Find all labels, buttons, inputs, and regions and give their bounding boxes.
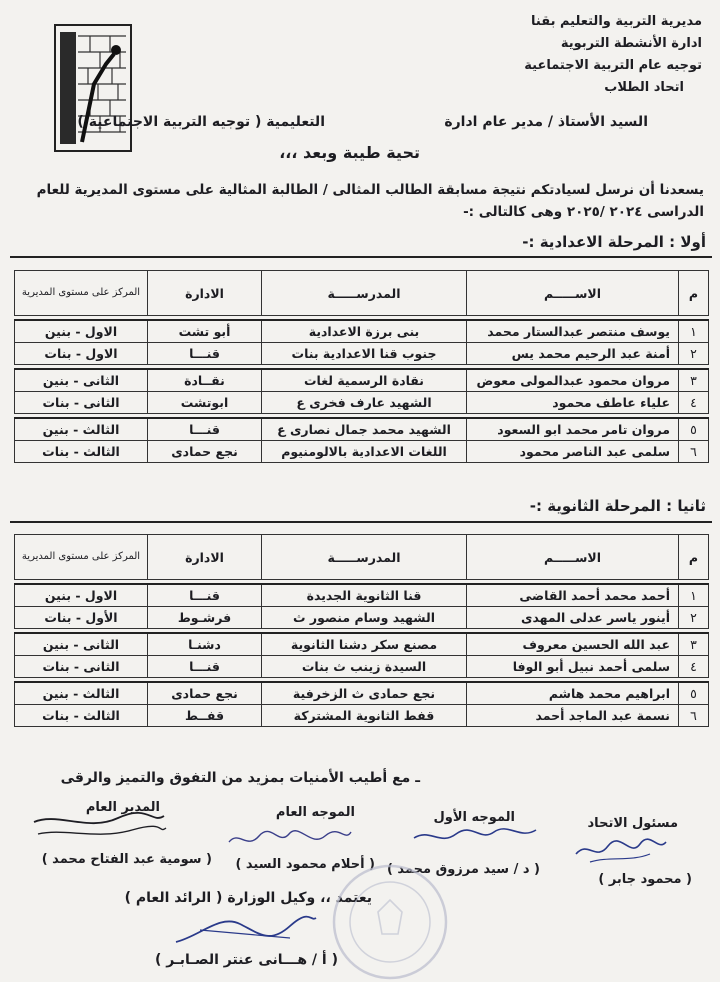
col-admin-header: الادارة: [148, 535, 262, 580]
table-header-row: [15, 535, 709, 580]
table-row: ١ أحمد محمد أحمد القاضى قنا الثانوية الجديدة قنـــا الاول - بنين: [15, 584, 709, 607]
table-row: ٥ ابراهيم محمد هاشم نجع حمادى ث الزخرفية نجع حمادى الثالث - بنين: [15, 682, 709, 705]
table-row: ٤ سلمى أحمد نبيل أبو الوفا السيدة زينب ث بنات قنـــا الثانى - بنات: [15, 656, 709, 678]
official-seal-stamp: [330, 862, 450, 982]
general-director-signature: [28, 808, 168, 848]
header-directorate: مديرية التربية والتعليم بقنا: [531, 14, 702, 29]
table-row: ٣ مروان محمود عبدالمولى معوض نقادة الرسمية لغات نقــادة الثانى - بنين: [15, 369, 709, 392]
prep-stage-rule: [10, 256, 712, 258]
table-row: ٢ أمنة عبد الرحيم محمد يس جنوب قنا الاعدادية بنات قنـــا الاول - بنات: [15, 343, 709, 365]
general-supervisor-name: ( أحلام محمود السيد ): [235, 857, 375, 872]
table-row: ١ يوسف منتصر عبدالستار محمد بنى برزة الاعدادية أبو تشت الاول - بنين: [15, 320, 709, 343]
col-name-header: الاســـــم: [467, 271, 679, 316]
header-student-union: اتحاد الطلاب: [604, 80, 684, 95]
deputy-minister-signature: [170, 908, 320, 952]
col-school-header: المدرســـــة: [262, 271, 467, 316]
first-supervisor-signature: [410, 818, 540, 852]
secondary-results-table: [14, 534, 709, 727]
general-director-title: المدير العام: [85, 800, 160, 815]
addressee-line: السيد الأستاذ / مدير عام ادارة: [444, 114, 648, 130]
secondary-stage-rule: [10, 521, 712, 523]
prep-results-table: [14, 270, 709, 463]
prep-stage-title: أولا : المرحلة الاعدادية :-: [522, 233, 706, 251]
col-admin-header: الادارة: [148, 271, 262, 316]
approval-line: يعتمد ،، وكيل الوزارة ( الرائد العام ): [124, 890, 372, 906]
union-officer-name: ( محمود جابر ): [598, 872, 692, 887]
table-row: ٥ مروان تامر محمد ابو السعود الشهيد محمد جمال نصارى ع قنـــا الثالث - بنين: [15, 418, 709, 441]
general-supervisor-signature: [225, 824, 355, 854]
col-num-header: م: [679, 271, 709, 316]
col-school-header: المدرســـــة: [262, 535, 467, 580]
table-header-row: [15, 271, 709, 316]
ministry-logo: [54, 24, 132, 152]
deputy-minister-name: ( أ / هـــانى عنتر الصـابـر ): [154, 952, 338, 968]
table-row: ٤ علياء عاطف محمود الشهيد عارف فخرى ع ابوتشت الثانى - بنات: [15, 392, 709, 414]
col-name-header: الاســـــم: [467, 535, 679, 580]
intro-line-1: يسعدنا أن نرسل لسيادتكم نتيجة مسابقة الطالب المثالى / الطالبة المثالية على مستوى المديرية للعام: [36, 182, 704, 198]
general-director-name: ( سومية عبد الفتاح محمد ): [41, 852, 212, 867]
first-supervisor-name: ( د / سيد مرزوق محمد ): [386, 862, 540, 877]
col-rank-header: المركز على مستوى المديرية: [15, 271, 148, 316]
general-supervisor-title: الموجه العام: [275, 805, 355, 820]
greeting: تحية طيبة وبعد ،،،: [279, 143, 420, 162]
union-officer-title: مسئول الاتحاد: [587, 816, 678, 831]
table-row: ٦ سلمى عبد الناصر محمود اللغات الاعدادية بالالومنيوم نجع حمادى الثالث - بنات: [15, 441, 709, 463]
col-num-header: م: [679, 535, 709, 580]
col-rank-header: المركز على مستوى المديرية: [15, 535, 148, 580]
table-row: ٣ عبد الله الحسين معروف مصنع سكر دشنا الثانوية دشنـا الثانى - بنين: [15, 633, 709, 656]
intro-line-2: الدراسى ٢٠٢٤ /٢٠٢٥ وهى كالتالى :-: [463, 204, 704, 220]
table-row: ٦ نسمة عبد الماجد أحمد قفط الثانوية المشتركة قفــط الثالث - بنات: [15, 705, 709, 727]
table-row: ٢ أينور ياسر عدلى المهدى الشهيد وسام منصور ث فرشـوط الأول - بنات: [15, 607, 709, 629]
header-social-education: توجيه عام التربية الاجتماعية: [524, 58, 702, 73]
header-activities-admin: ادارة الأنشطة التربوية: [560, 36, 702, 51]
union-officer-signature: [570, 832, 670, 868]
first-supervisor-title: الموجه الأول: [433, 810, 515, 825]
secondary-stage-title: ثانيا : المرحلة الثانوية :-: [529, 497, 706, 515]
addressee-department: التعليمية ( توجيه التربية الاجتماعية ): [77, 114, 325, 130]
closing-wishes: ـ مع أطيب الأمنيات بمزيد من التفوق والتميز والرقى: [60, 770, 420, 786]
